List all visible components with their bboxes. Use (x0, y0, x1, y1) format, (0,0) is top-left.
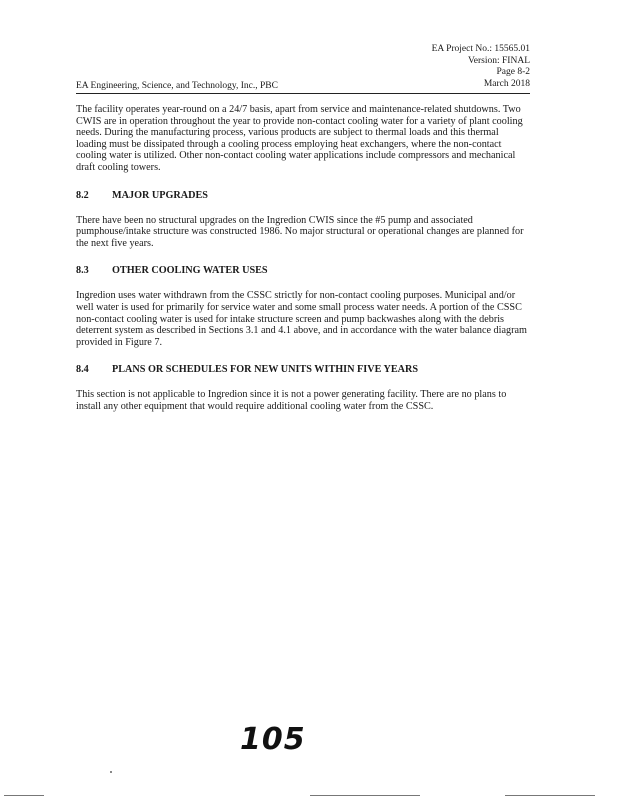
section-title: PLANS OR SCHEDULES FOR NEW UNITS WITHIN FIVE YEARS (112, 364, 419, 376)
intro-paragraph: The facility operates year-round on a 24/7 basis, apart from service and maintenance-related shutdowns. Two CWIS are in operation throughout the year to provide non-contact cooling water for a variety of plant cooling needs. During the manufacturing process, various products are subject to thermal loads and this thermal loading must be dissipated through a cooling process employing heat exchangers, where the non-contact cooling water is utilized. Other non-contact cooling water applications include compressors and mechanical draft cooling towers. (76, 104, 523, 173)
header-page-number: Page 8-2 (496, 67, 530, 77)
section-title: MAJOR UPGRADES (112, 189, 208, 201)
section-8-2-heading (76, 190, 530, 202)
header-date: March 2018 (483, 78, 530, 89)
section-8-4-heading (76, 364, 530, 376)
body-content (76, 104, 530, 429)
handwritten-page-number: 105 (240, 722, 306, 757)
section-number: 8.3 (76, 265, 89, 277)
section-number: 8.2 (76, 189, 89, 201)
scan-edge-mark (310, 795, 420, 796)
section-8-4-body: This section is not applicable to Ingredion since it is not a power generating facility. There are no plans to install any other equipment that would require additional cooling water from the CSSC. (76, 389, 507, 412)
scan-speck (110, 771, 112, 773)
header-version: Version: FINAL (467, 55, 530, 66)
header-company: EA Engineering, Science, and Technology, Inc., PBC (76, 81, 278, 91)
scan-edge-mark (4, 795, 44, 796)
section-number: 8.4 (76, 364, 89, 376)
section-title: OTHER COOLING WATER USES (112, 265, 268, 277)
header-project-info (432, 44, 530, 90)
section-8-3-body: Ingredion uses water withdrawn from the CSSC strictly for non-contact cooling purposes. Municipal and/or well water is used for primarily for service water and some small process water needs. A portion of the CSSC non-contact cooling water is used for intake structure screen and pump backwashes along with the debris deterrent system as described in Sections 3.1 and 4.1 above, and in accordance with the water balance diagram provided in Figure 7. (76, 290, 527, 348)
section-8-3-heading (76, 265, 530, 277)
header-project-number: EA Project No.: 15565.01 (431, 44, 530, 54)
scan-edge-mark (505, 795, 595, 796)
header-rule (76, 93, 530, 94)
section-8-2-body: There have been no structural upgrades on the Ingredion CWIS since the #5 pump and associated pumphouse/intake structure was constructed 1986. No major structural or operational changes are planned for the next five years. (76, 214, 524, 249)
